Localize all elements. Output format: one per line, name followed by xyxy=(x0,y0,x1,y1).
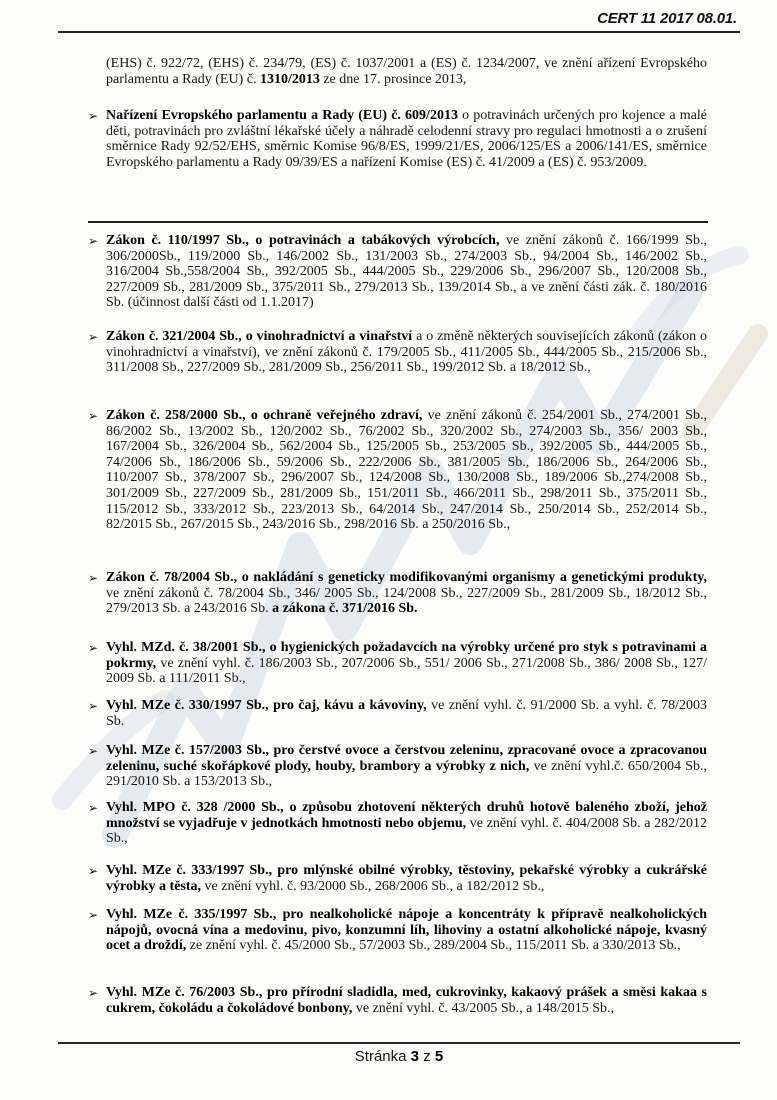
bullet-arrow-icon: ➢ xyxy=(88,571,99,585)
text-segment: ve znění vyhl.č. 650/2004 Sb., 291/2010 Sb. a 153/2013 Sb., xyxy=(106,758,708,790)
text-segment: ve znění vyhl. č. 404/2008 Sb. a 282/2012 Sb., xyxy=(106,815,707,847)
footer-rule xyxy=(58,1042,740,1044)
bold-text-segment: Nařízení Evropského parlamentu a Rady (EU) č. 609/2013 xyxy=(106,108,458,123)
law-item-text xyxy=(106,863,707,894)
law-list-item xyxy=(88,408,707,533)
bold-text-segment: Zákon č. 110/1997 Sb., o potravinách a tabákových výrobcích, xyxy=(106,233,500,248)
intro-paragraph xyxy=(106,56,707,87)
bullet-arrow-icon: ➢ xyxy=(88,641,99,655)
law-list-item xyxy=(88,640,707,687)
bullet-arrow-icon: ➢ xyxy=(88,986,99,1000)
law-item-text xyxy=(106,985,707,1016)
bold-text-segment: Vyhl. MPO č. 328 /2000 Sb., o způsobu zhotovení některých druhů hotově baleného zboží, jehož množství se vyjadřuje v jednotkách hmotnosti nebo objemu, xyxy=(106,800,707,831)
bold-text-segment: 5 xyxy=(434,1048,444,1065)
text-segment: ve znění vyhl. č. 186/2003 Sb., 207/2006 Sb., 551/ 2006 Sb., 271/2008 Sb., 386/ 2008 Sb., 127/ 2009 Sb. a 111/2011 Sb., xyxy=(106,655,707,687)
bold-text-segment: Vyhl. MZe č. 157/2003 Sb., pro čerstvé ovoce a čerstvou zeleninu, zpracované ovoce a zpracovanou zeleninu, suché skořápkové plody, houby, brambory a výrobky z nich, xyxy=(106,743,707,774)
law-list-item xyxy=(88,329,707,376)
bullet-arrow-icon: ➢ xyxy=(88,908,99,922)
bold-text-segment: Vyhl. MZe č. 335/1997 Sb., pro nealkoholické nápoje a koncentráty k přípravě nealkoholických nápojů, ovocná vína a medovinu, pivo, konzumní líh, lihoviny a ostatní alkoholické nápoje, kvasný ocet a droždí, xyxy=(106,907,707,954)
bullet-arrow-icon: ➢ xyxy=(88,109,99,123)
law-list-item xyxy=(88,863,707,894)
text-segment: ve znění zákonů č. 78/2004 Sb., 346/ 2005 Sb., 124/2008 Sb., 227/2009 Sb., 281/2009 Sb., 18/2012 Sb., 279/2013 Sb. a 243/2016 Sb. xyxy=(106,585,707,617)
bullet-arrow-icon: ➢ xyxy=(88,744,99,758)
bold-text-segment: Vyhl. MZe č. 333/1997 Sb., pro mlýnské obilné výrobky, těstoviny, pekařské výrobky a cukrářské výrobky a těsta, xyxy=(106,863,707,894)
text-segment: ze znění vyhl. č. 45/2000 Sb., 57/2003 Sb., 289/2004 Sb., 115/2011 Sb. a 330/2013 Sb., xyxy=(186,938,681,954)
bold-text-segment: Zákon č. 258/2000 Sb., o ochraně veřejného zdraví, xyxy=(106,408,423,423)
law-list-item xyxy=(88,108,707,170)
bold-text-segment: 3 xyxy=(410,1048,420,1065)
law-item-text xyxy=(106,743,707,789)
text-segment: ve znění vyhl. č. 43/2005 Sb., a 148/2015 Sb., xyxy=(352,1000,615,1016)
text-segment: ve znění zákonů č. 166/1999 Sb., 306/2000Sb., 119/2000 Sb., 146/2002 Sb., 131/2003 Sb., 274/2003 Sb., 94/2004 Sb., 146/2002 Sb., 316/2004 Sb.,558/2004 Sb., 392/2005 Sb., 444/2005 Sb., 229/2006 Sb., 296/2007 Sb., 120/2008 Sb., 227/2009 Sb., 281/2009 Sb., 375/2011 Sb., 279/2013 Sb., 139/2014 Sb., a ve znění části zák. č. 180/2016 Sb. (účinnost další části od 1.1.2017) xyxy=(106,233,707,311)
text-segment: ve znění vyhl. č. 93/2000 Sb., 268/2006 Sb., a 182/2012 Sb., xyxy=(201,878,545,894)
header-rule xyxy=(58,31,740,33)
law-item-text xyxy=(106,329,707,375)
bullet-arrow-icon: ➢ xyxy=(88,234,99,248)
bold-text-segment: Vyhl. MZe č. 76/2003 Sb., pro přírodní sladidla, med, cukrovinky, kakaový prášek a směsi kakaa s cukrem, čokoládu a čokoládové bonbony, xyxy=(106,985,707,1016)
law-item-text xyxy=(106,408,707,532)
text-segment: ve znění zákonů č. 254/2001 Sb., 274/2001 Sb., 86/2002 Sb., 13/2002 Sb., 120/2002 Sb., 76/2002 Sb., 320/2002 Sb., 274/2003 Sb., 356/ 2003 Sb., 167/2004 Sb., 326/2004 Sb., 562/2004 Sb., 125/2005 Sb., 253/2005 Sb., 392/2005 Sb., 444/2005 Sb., 74/2006 Sb., 186/2006 Sb., 59/2006 Sb., 222/2006 Sb., 381/2005 Sb., 186/2006 Sb., 264/2006 Sb., 110/2007 Sb., 378/2007 Sb., 296/2007 Sb., 124/2008 Sb., 130/2008 Sb., 189/2006 Sb.,274/2008 Sb., 301/2009 Sb., 227/2009 Sb., 281/2009 Sb., 151/2011 Sb., 466/2011 Sb., 298/2011 Sb., 375/2011 Sb., 115/2012 Sb., 333/2012 Sb., 223/2013 Sb., 64/2014 Sb., 247/2014 Sb., 250/2014 Sb., 252/2014 Sb., 82/2015 Sb., 267/2015 Sb., 243/2016 Sb., 298/2016 Sb. a 250/2016 Sb., xyxy=(106,408,707,533)
bullet-arrow-icon: ➢ xyxy=(88,801,99,815)
bullet-arrow-icon: ➢ xyxy=(88,330,99,344)
law-item-text xyxy=(106,800,707,846)
text-segment: ze dne 17. prosince 2013, xyxy=(319,71,467,87)
text-segment: z xyxy=(419,1048,435,1065)
bullet-arrow-icon: ➢ xyxy=(88,864,99,878)
bold-text-segment: Vyhl. MZd. č. 38/2001 Sb., o hygienických požadavcích na výrobky určené pro styk s potravinami a pokrmy, xyxy=(106,640,707,671)
law-list-item xyxy=(88,907,707,954)
text-segment: o potravinách určených pro kojence a malé děti, potravinách pro zvláštní lékařské účely a náhradě celodenní stravy pro regulaci hmotnosti a o zrušení směrnice Rady 92/52/EHS, směrnic Komise 96/8/ES, 1999/21/ES, 2006/125/ES a 2006/141/ES, směrnice Evropského parlamentu a Rady 09/39/ES a nařízení Komise (ES) č. 41/2009 a (ES) č. 953/2009. xyxy=(106,108,707,170)
text-segment: Stránka xyxy=(354,1048,411,1065)
law-item-text xyxy=(106,698,707,729)
law-list-item xyxy=(88,698,707,729)
bold-text-segment: Zákon č. 321/2004 Sb., o vinohradnictví a vinařství xyxy=(106,329,413,344)
law-item-text xyxy=(106,233,707,310)
law-list-item xyxy=(88,985,707,1016)
text-segment: a o změně některých souvisejících zákonů (zákon o vinohradnictví a vinařství), ve znění zákonů č. 179/2005 Sb., 411/2005 Sb., 444/2005 Sb., 215/2006 Sb., 311/2008 Sb., 227/2009 Sb., 281/2009 Sb., 256/2011 Sb., 199/2012 Sb. a 18/2012 Sb., xyxy=(106,329,707,376)
text-segment: ve znění vyhl. č. 91/2000 Sb. a vyhl. č. 78/2003 Sb. xyxy=(106,698,707,729)
bullet-arrow-icon: ➢ xyxy=(88,699,99,713)
footer-page-label xyxy=(58,1048,740,1065)
law-list-item xyxy=(88,800,707,847)
law-list-item xyxy=(88,570,707,617)
bold-text-segment: a zákona č. 371/2016 Sb. xyxy=(272,601,418,617)
text-segment: (EHS) č. 922/72, (EHS) č. 234/79, (ES) č. 1037/2001 a (ES) č. 1234/2007, ve znění ařízení Evropského parlamentu a Rady (EU) č. xyxy=(106,56,707,87)
law-item-text xyxy=(106,640,707,686)
bold-text-segment: Vyhl. MZe č. 330/1997 Sb., pro čaj, kávu a kávoviny, xyxy=(106,698,427,713)
bullet-arrow-icon: ➢ xyxy=(88,409,99,423)
law-item-text xyxy=(106,570,707,616)
law-list-item xyxy=(88,743,707,790)
bold-text-segment: Zákon č. 78/2004 Sb., o nakládání s geneticky modifikovanými organismy a genetickými produkty, xyxy=(106,570,707,585)
bold-text-segment: 1310/2013 xyxy=(259,71,320,87)
law-item-text xyxy=(106,907,707,953)
law-item-text xyxy=(106,108,707,170)
document-code: CERT 11 2017 08.01. xyxy=(597,10,737,27)
section-divider xyxy=(88,221,708,223)
law-list-item xyxy=(88,233,707,311)
